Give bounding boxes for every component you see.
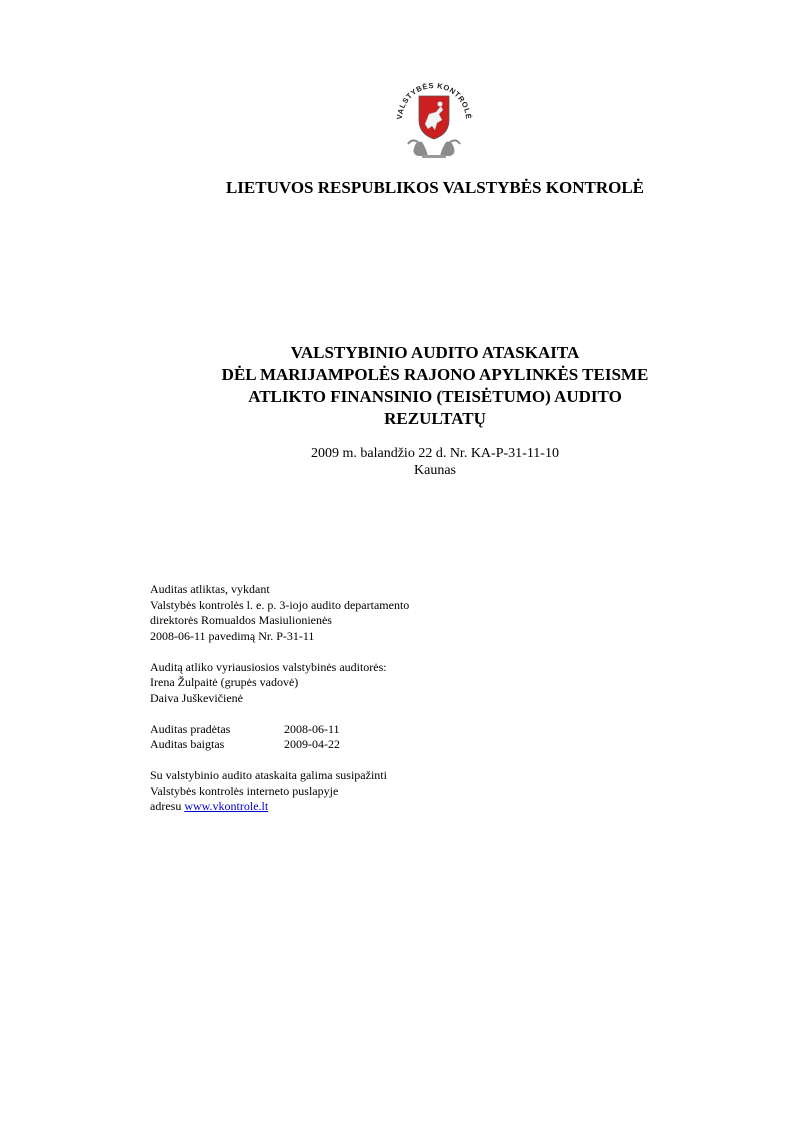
- assignment-line: Valstybės kontrolės l. e. p. 3-iojo audito departamento: [150, 597, 410, 612]
- title-line-2: DĖL MARIJAMPOLĖS RAJONO APYLINKĖS TEISME: [221, 365, 649, 384]
- address-line: [150, 799, 409, 815]
- auditor-name: Irena Žulpaitė (grupės vadovė): [150, 675, 299, 689]
- report-title: [150, 342, 720, 430]
- access-line: Su valstybinio audito ataskaita galima susipažinti: [150, 768, 387, 782]
- report-info: [150, 582, 409, 815]
- auditor-name: Daiva Juškevičienė: [150, 690, 243, 705]
- title-line-1: VALSTYBINIO AUDITO ATASKAITA: [290, 343, 580, 362]
- audit-end-label: Auditas baigtas: [150, 737, 225, 751]
- auditors-heading: Auditą atliko vyriausiosios valstybinės auditorės:: [150, 659, 387, 674]
- assignment-line: 2008-06-11 pavedimą Nr. P-31-11: [150, 628, 315, 643]
- coat-of-arms-icon: [392, 76, 476, 160]
- organization-name: LIETUVOS RESPUBLIKOS VALSTYBĖS KONTROLĖ: [225, 178, 645, 197]
- audit-start-label: Auditas pradėtas: [150, 721, 231, 736]
- audit-end-row: [150, 737, 409, 753]
- title-line-3: ATLIKTO FINANSINIO (TEISĖTUMO) AUDITO: [248, 387, 622, 406]
- place: Kaunas: [414, 463, 456, 478]
- address-prefix: adresu: [150, 799, 185, 813]
- access-line: Valstybės kontrolės interneto puslapyje: [150, 783, 339, 798]
- assignment-line: direktorės Romualdos Masiulionienės: [150, 613, 332, 627]
- audit-end-value: 2009-04-22: [284, 737, 340, 751]
- date-number: 2009 m. balandžio 22 d. Nr. KA-P-31-11-10: [311, 446, 559, 461]
- title-line-4: REZULTATŲ: [384, 409, 486, 428]
- report-meta: [235, 445, 635, 479]
- audit-start-row: [150, 722, 409, 738]
- assignment-line: Auditas atliktas, vykdant: [150, 582, 270, 596]
- website-link[interactable]: www.vkontrole.lt: [184, 799, 269, 813]
- emblem-text: VALSTYBĖS KONTROLĖ: [394, 80, 474, 120]
- audit-start-value: 2008-06-11: [284, 721, 340, 736]
